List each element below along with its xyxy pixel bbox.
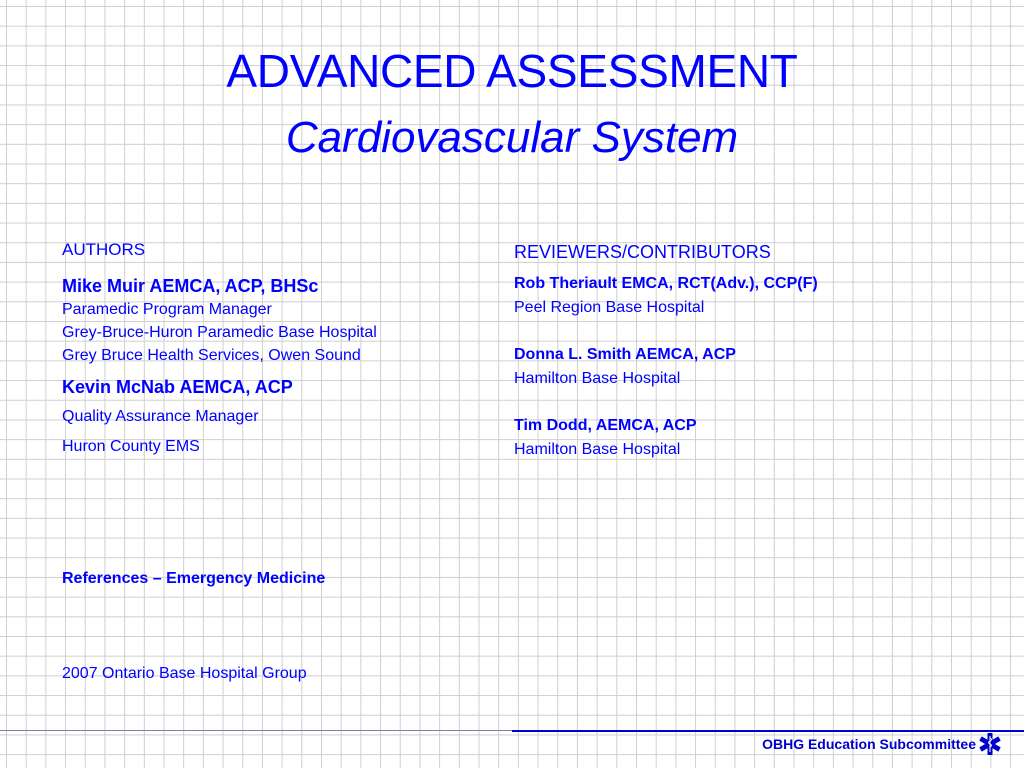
- author-organization: Grey-Bruce-Huron Paramedic Base Hospital: [62, 324, 377, 341]
- reviewer-name: Rob Theriault EMCA, RCT(Adv.), CCP(F): [514, 275, 818, 292]
- footer-divider: [0, 730, 512, 731]
- references-note: References – Emergency Medicine: [62, 570, 326, 587]
- author-organization: Huron County EMS: [62, 438, 200, 455]
- author-role: Quality Assurance Manager: [62, 408, 259, 425]
- reviewer-affiliation: Hamilton Base Hospital: [514, 370, 681, 387]
- copyright-note: 2007 Ontario Base Hospital Group: [62, 665, 307, 682]
- reviewer-affiliation: Hamilton Base Hospital: [514, 441, 681, 458]
- author-organization: Grey Bruce Health Services, Owen Sound: [62, 347, 361, 364]
- authors-section: [62, 238, 492, 458]
- authors-heading: AUTHORS: [62, 240, 146, 259]
- star-of-life-icon: [978, 732, 1002, 756]
- reviewer-name: Donna L. Smith AEMCA, ACP: [514, 346, 736, 363]
- footer-text: OBHG Education Subcommittee: [762, 736, 976, 752]
- reviewer-name: Tim Dodd, AEMCA, ACP: [514, 417, 697, 434]
- reviewers-section: [514, 240, 994, 461]
- slide-subtitle: Cardiovascular System: [285, 113, 739, 162]
- author-name: Mike Muir AEMCA, ACP, BHSc: [62, 276, 319, 296]
- footer-divider-accent: [512, 730, 1024, 732]
- author-role: Paramedic Program Manager: [62, 301, 272, 318]
- slide-title: ADVANCED ASSESSMENT: [226, 45, 798, 97]
- author-name: Kevin McNab AEMCA, ACP: [62, 377, 293, 397]
- reviewers-heading: REVIEWERS/CONTRIBUTORS: [514, 242, 771, 262]
- reviewer-affiliation: Peel Region Base Hospital: [514, 299, 705, 316]
